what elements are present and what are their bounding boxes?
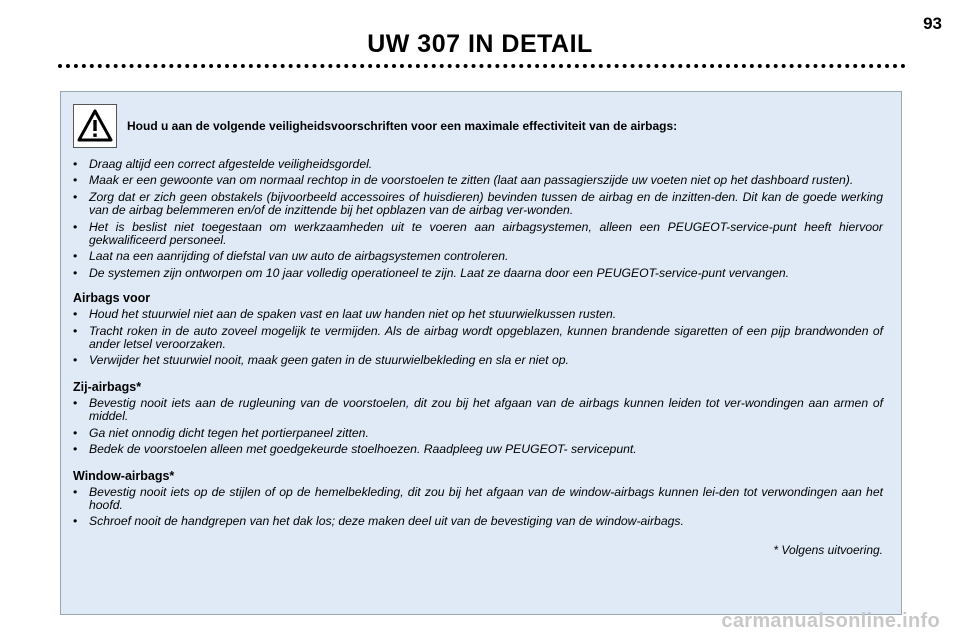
footnote: * Volgens uitvoering. bbox=[773, 542, 883, 557]
list-item: • Bevestig nooit iets aan de rugleuning van de voorstoelen, dit zou bij het afgaan van de airbags kunnen leiden tot ver-wondingen aan armen of middel. bbox=[73, 397, 883, 424]
list-item: • Zorg dat er zich geen obstakels (bijvoorbeeld accessoires of huisdieren) bevinden tussen de airbag en de inzitten-den. Dit kan de goede werking van de airbag belemmeren en/of de inzittende bij het opblazen van de airbag ver-wonden. bbox=[73, 191, 883, 218]
page-title: UW 307 IN DETAIL bbox=[367, 30, 593, 58]
general-safety-list bbox=[73, 158, 883, 280]
side-airbags-heading: Zij-airbags* bbox=[73, 379, 142, 394]
list-item: • Tracht roken in de auto zoveel mogelijk te vermijden. Als de airbag wordt opgeblazen, kunnen brandende sigaretten of een pijp brandwonden of ander letsel veroorzaken. bbox=[73, 325, 883, 352]
warning-row bbox=[73, 104, 883, 148]
front-airbags-heading: Airbags voor bbox=[73, 291, 151, 306]
airbag-safety-box bbox=[60, 91, 902, 615]
front-airbags-list bbox=[73, 308, 883, 368]
warning-triangle-icon bbox=[77, 109, 113, 143]
list-item: • Het is beslist niet toegestaan om werkzaamheden uit te voeren aan airbagsystemen, alleen een PEUGEOT-service-punt heeft hiervoor gekwalificeerd personeel. bbox=[73, 221, 883, 248]
list-item: • Maak er een gewoonte van om normaal rechtop in de voorstoelen te zitten (laat aan passagierszijde uw voeten niet op het dashboard rusten). bbox=[73, 174, 883, 187]
list-item: • De systemen zijn ontworpen om 10 jaar volledig operationeel te zijn. Laat ze daarna door een PEUGEOT-service-punt vervangen. bbox=[73, 267, 883, 280]
window-airbags-heading: Window-airbags* bbox=[73, 468, 175, 483]
list-item: • Ga niet onnodig dicht tegen het portierpaneel zitten. bbox=[73, 427, 883, 440]
warning-icon-frame bbox=[73, 104, 117, 148]
dotted-divider bbox=[58, 64, 906, 68]
warning-text: Houd u aan de volgende veiligheidsvoorschriften voor een maximale effectiviteit van de airbags: bbox=[127, 119, 678, 133]
list-item: • Houd het stuurwiel niet aan de spaken vast en laat uw handen niet op het stuurwielkussen rusten. bbox=[73, 308, 883, 321]
window-airbags-list bbox=[73, 486, 883, 529]
list-item: • Verwijder het stuurwiel nooit, maak geen gaten in de stuurwielbekleding en sla er niet op. bbox=[73, 354, 883, 367]
list-item: • Schroef nooit de handgrepen van het dak los; deze maken deel uit van de bevestiging van de window-airbags. bbox=[73, 515, 883, 528]
list-item: • Bevestig nooit iets op de stijlen of op de hemelbekleding, dit zou bij het afgaan van de window-airbags kunnen lei-den tot verwondingen aan het hoofd. bbox=[73, 486, 883, 513]
page-number: 93 bbox=[923, 14, 942, 33]
list-item: • Laat na een aanrijding of diefstal van uw auto de airbagsystemen controleren. bbox=[73, 250, 883, 263]
watermark: carmanualsonline.info bbox=[721, 610, 940, 632]
list-item: • Bedek de voorstoelen alleen met goedgekeurde stoelhoezen. Raadpleeg uw PEUGEOT- servicepunt. bbox=[73, 443, 883, 456]
list-item: • Draag altijd een correct afgestelde veiligheidsgordel. bbox=[73, 158, 883, 171]
side-airbags-list bbox=[73, 397, 883, 457]
